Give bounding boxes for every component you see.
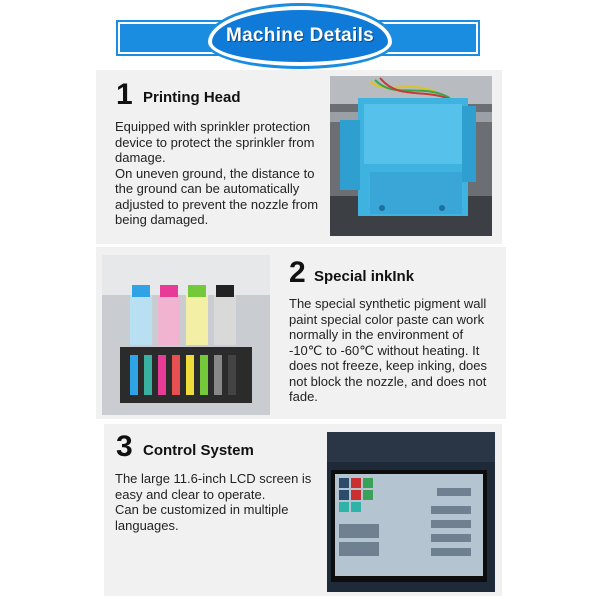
lcd-screen-photo: [327, 432, 495, 592]
section-number: 2: [289, 256, 306, 289]
printing-head-photo: [330, 76, 492, 236]
section-description: [289, 296, 491, 405]
paragraph: The special synthetic pigment wall paint special color paste can work normally in the environment of -10℃ to -60℃ without heating. It does not freeze, keep inking, does not block the nozzle, and does not fade.: [289, 296, 488, 404]
section-description: [115, 471, 321, 533]
paragraph: Can be customized in multiple languages.: [115, 502, 289, 533]
ink-supply-photo: [102, 255, 270, 415]
section-number: 3: [116, 430, 133, 463]
section-title: Control System: [143, 442, 254, 459]
paragraph: On uneven ground, the distance to the ground can be automatically adjusted to prevent the nozzle from being damaged.: [115, 165, 319, 227]
section-title: Printing Head: [143, 89, 241, 106]
paragraph: The large 11.6-inch LCD screen is easy and clear to operate.: [115, 471, 312, 502]
section-number: 1: [116, 78, 133, 111]
paragraph: Equipped with sprinkler protection device to protect the sprinkler from damage.: [115, 119, 315, 165]
page-title: Machine Details: [208, 6, 392, 66]
section-title: Special inkInk: [314, 268, 415, 285]
section-description: [115, 119, 327, 228]
